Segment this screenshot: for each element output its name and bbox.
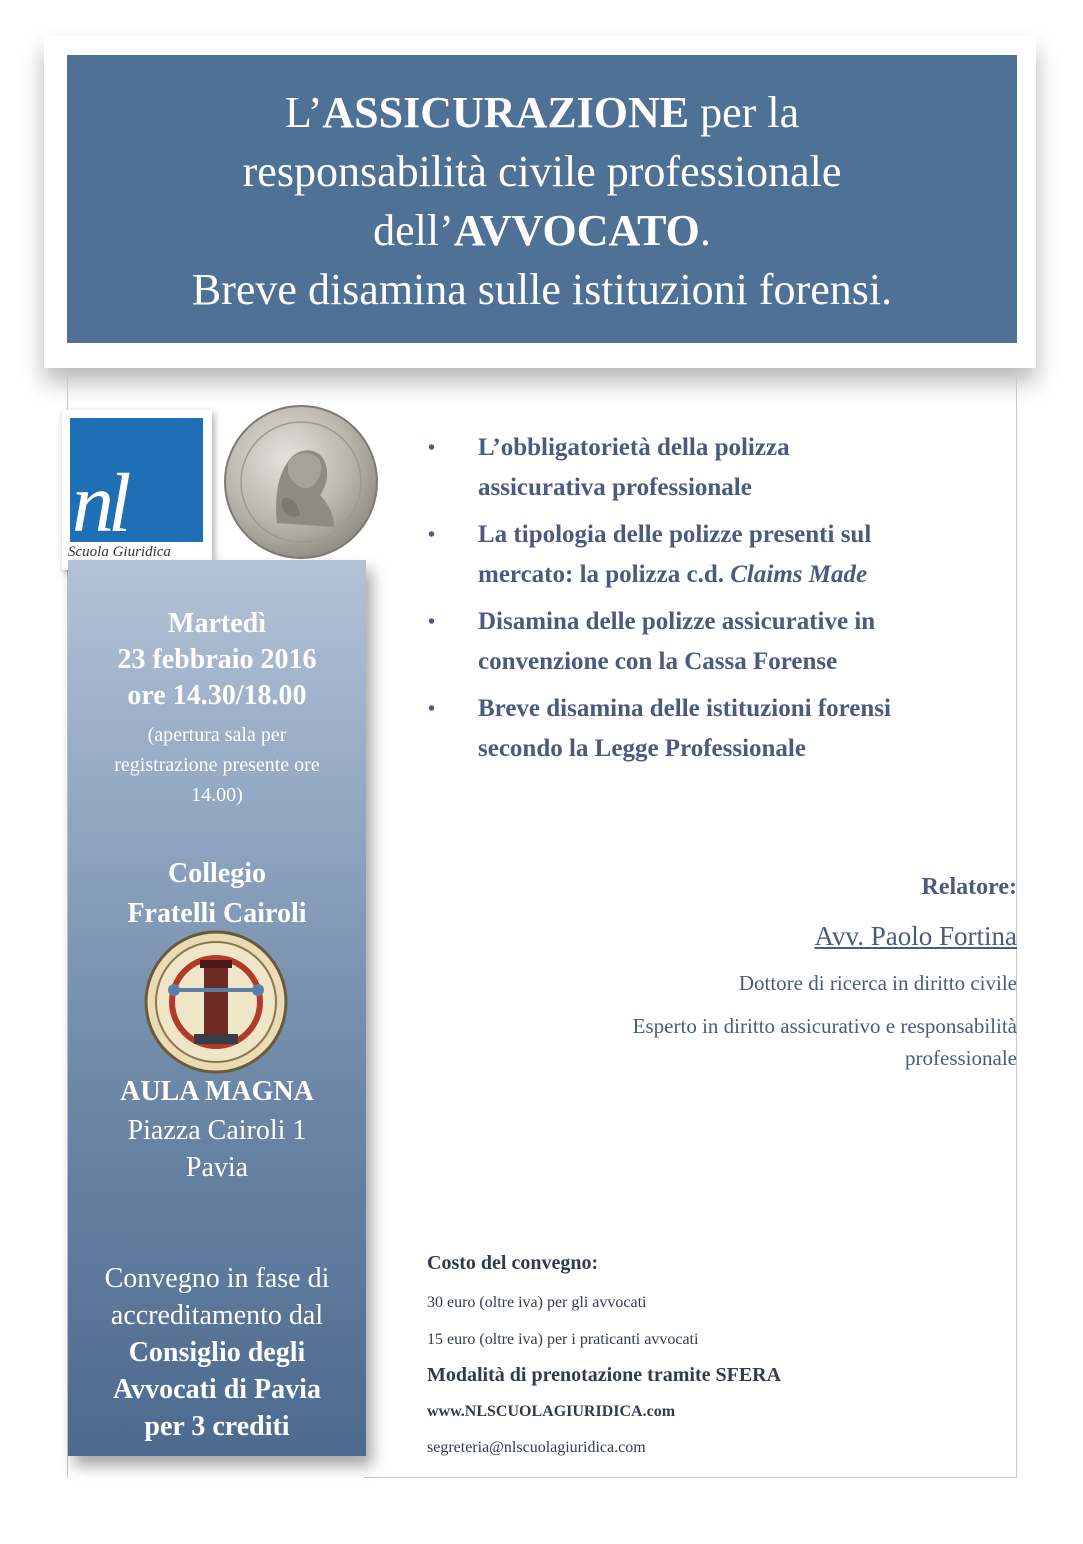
title-line-3: dell’AVVOCATO. [373,206,711,255]
bullet-icon: • [428,611,436,633]
cost-block [427,1250,781,1458]
frame-line-bottom [364,1477,1017,1478]
title-banner [67,55,1017,343]
bullet-icon: • [428,698,436,720]
venue-line-2: Fratelli Cairoli [127,898,307,929]
venue-line-1: Collegio [168,858,266,889]
topic-item: • L’obbligatorietà della polizza assicurativa professionale [420,428,1020,508]
subtitle: Breve disamina sulle istituzioni forensi. [191,265,893,314]
nl-scuola-logo [62,410,212,570]
accreditation-line-1: Convegno in fase di [104,1263,330,1294]
registration-note: (apertura sala per registrazione presente ore 14.00) [114,724,320,806]
logo-mark: nl [72,457,126,550]
topic-item: • La tipologia delle polizze presenti sul mercato: la polizza c.d. Claims Made [420,515,1020,595]
title-line-1: L’ASSICURAZIONE per la [284,88,800,137]
speaker-name: Avv. Paolo Fortina [814,921,1017,951]
accreditation-note [82,1260,352,1445]
website-link[interactable]: www.NLSCUOLAGIURIDICA.com [427,1403,676,1420]
email-link[interactable]: segreteria@nlscuolagiuridica.com [427,1439,646,1456]
speaker-role-2: Esperto in diritto assicurativo e responsabilità professionale [632,1014,1017,1070]
title-line-2: responsabilità civile professionale [242,147,842,196]
collegio-cairoli-crest-icon [144,930,288,1074]
university-medal-icon [222,403,380,561]
bullet-icon: • [428,524,436,546]
cost-trainees: 15 euro (oltre iva) per i praticanti avvocati [427,1331,699,1348]
event-time: ore 14.30/18.00 [127,680,307,711]
event-date: 23 febbraio 2016 [117,644,317,675]
event-sidebar [68,560,366,1456]
topic-item: • Disamina delle polizze assicurative in convenzione con la Cassa Forense [420,602,1020,682]
venue-address [68,1112,366,1186]
cost-title: Costo del convegno: [427,1252,599,1274]
event-day: Martedì [168,608,266,639]
cost-lawyers: 30 euro (oltre iva) per gli avvocati [427,1294,647,1311]
accreditation-bold-2: Avvocati di Pavia [113,1374,321,1405]
address-city: Pavia [185,1152,249,1183]
accreditation-bold-3: per 3 crediti [144,1411,290,1442]
accreditation-line-2: accreditamento dal [110,1300,324,1331]
speaker-block [457,870,1017,1074]
booking-info: Modalità di prenotazione tramite SFERA [427,1364,782,1386]
speaker-role-1: Dottore di ricerca in diritto civile [738,971,1017,995]
topics-list [420,428,1020,776]
speaker-label: Relatore: [921,874,1017,900]
aula-magna-label: AULA MAGNA [120,1076,314,1107]
venue-name [68,854,366,934]
logo-text: Scuola Giuridica [68,544,171,560]
address-street: Piazza Cairoli 1 [127,1115,307,1146]
accreditation-bold-1: Consiglio degli [128,1337,306,1368]
bullet-icon: • [428,437,436,459]
topic-item: • Breve disamina delle istituzioni forensi secondo la Legge Professionale [420,689,1020,769]
